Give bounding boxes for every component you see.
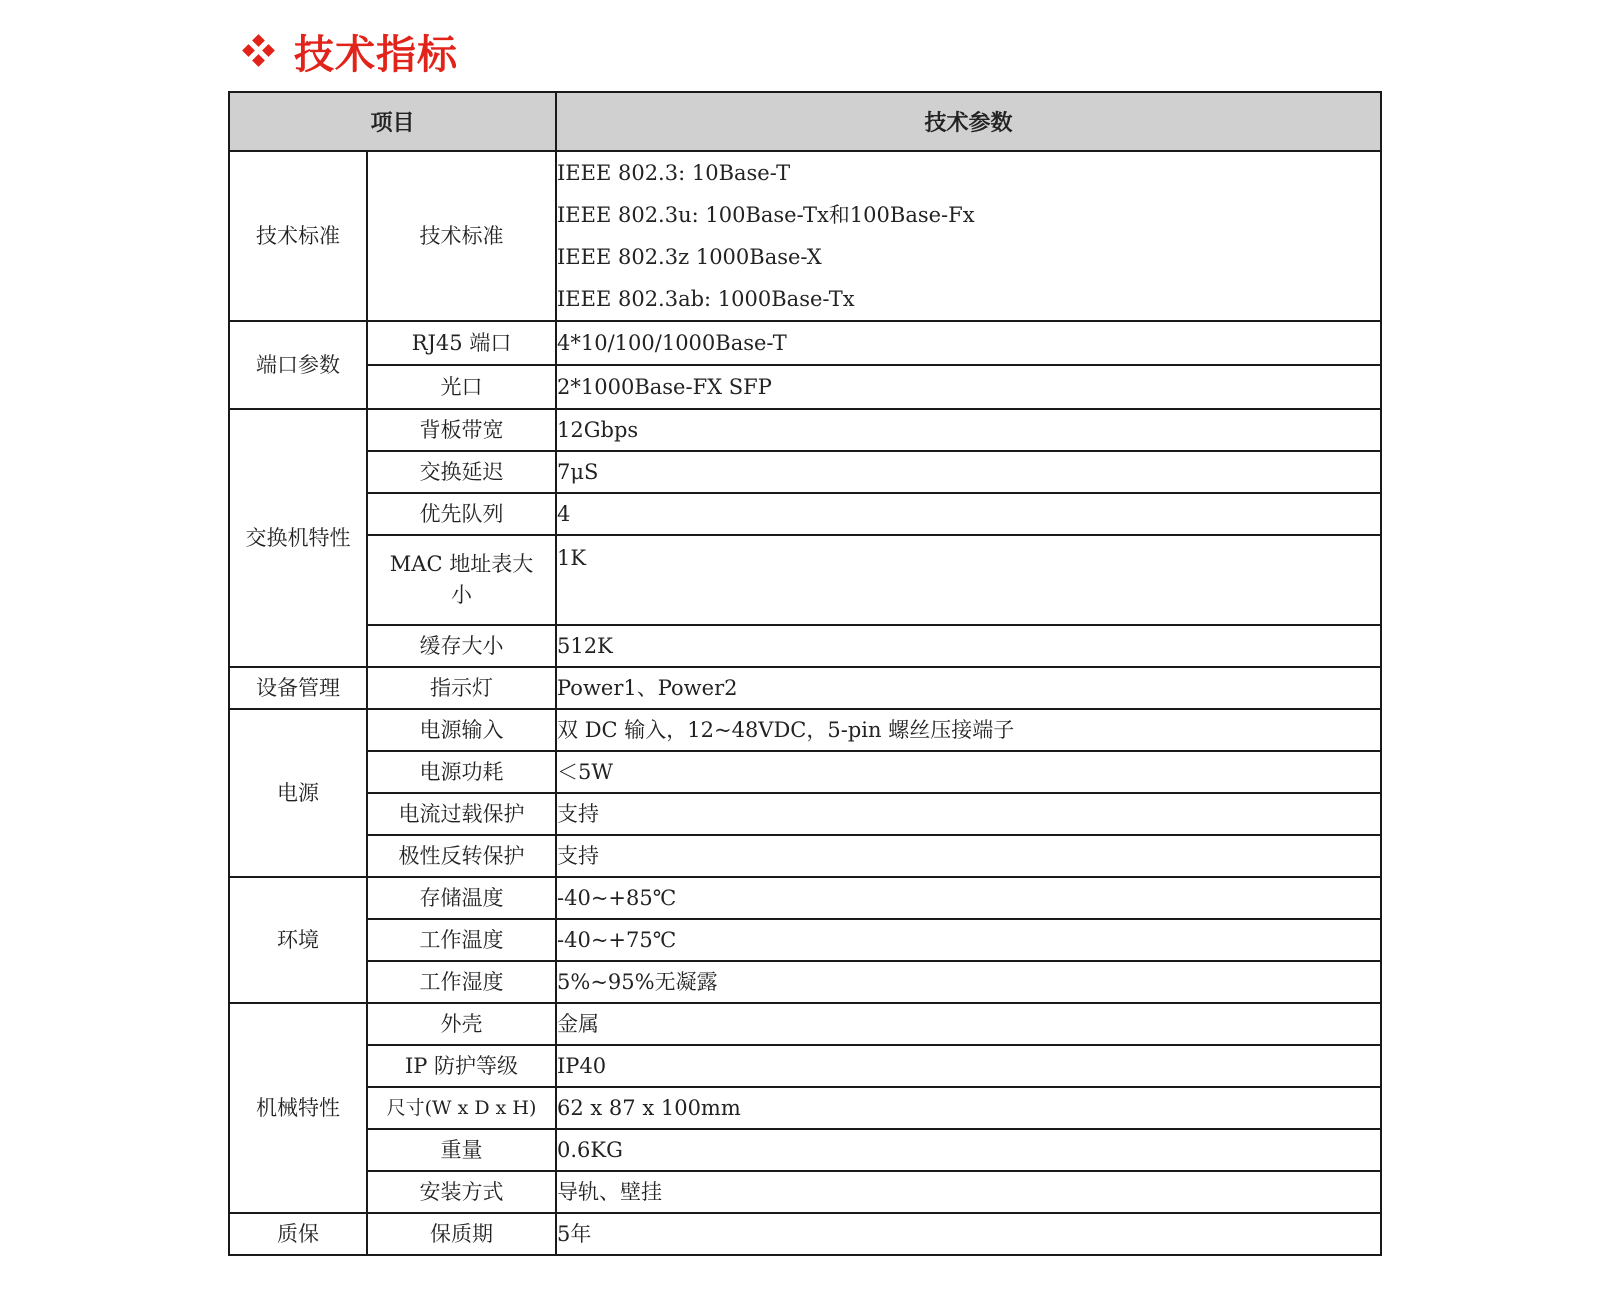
param-cell: -40~+75℃ bbox=[556, 919, 1381, 961]
standard-line: IEEE 802.3: 10Base-T bbox=[557, 161, 791, 185]
category-cell: 质保 bbox=[229, 1213, 367, 1255]
param-cell: 支持 bbox=[556, 793, 1381, 835]
param-cell bbox=[556, 151, 1381, 321]
item-cell: 光口 bbox=[367, 365, 556, 409]
param-cell: 1K bbox=[556, 535, 1381, 625]
item-cell: 电源功耗 bbox=[367, 751, 556, 793]
param-cell: 0.6KG bbox=[556, 1129, 1381, 1171]
section-heading bbox=[244, 26, 458, 76]
standard-line: IEEE 802.3z 1000Base-X bbox=[557, 245, 822, 269]
param-cell: IP40 bbox=[556, 1045, 1381, 1087]
standard-line: IEEE 802.3ab: 1000Base-Tx bbox=[557, 287, 855, 311]
table-row bbox=[229, 667, 1381, 709]
header-param: 技术参数 bbox=[556, 92, 1381, 151]
table-row bbox=[229, 409, 1381, 451]
table-row bbox=[229, 151, 1381, 321]
table-row bbox=[229, 321, 1381, 365]
item-cell: 优先队列 bbox=[367, 493, 556, 535]
param-cell: 5%~95%无凝露 bbox=[556, 961, 1381, 1003]
param-cell: 5年 bbox=[556, 1213, 1381, 1255]
table-row bbox=[229, 835, 1381, 877]
section-title: 技术指标 bbox=[294, 31, 458, 78]
table-row bbox=[229, 1171, 1381, 1213]
item-cell: RJ45 端口 bbox=[367, 321, 556, 365]
item-cell: 缓存大小 bbox=[367, 625, 556, 667]
item-cell: 电源输入 bbox=[367, 709, 556, 751]
item-cell: 外壳 bbox=[367, 1003, 556, 1045]
param-cell: 62 x 87 x 100mm bbox=[556, 1087, 1381, 1129]
table-row bbox=[229, 919, 1381, 961]
category-cell: 技术标准 bbox=[229, 151, 367, 321]
item-cell: 背板带宽 bbox=[367, 409, 556, 451]
item-cell: 重量 bbox=[367, 1129, 556, 1171]
table-row bbox=[229, 961, 1381, 1003]
category-cell: 机械特性 bbox=[229, 1003, 367, 1213]
diamond-bullet-icon bbox=[244, 36, 274, 66]
standard-line: IEEE 802.3u: 100Base-Tx和100Base-Fx bbox=[557, 203, 975, 227]
table-row bbox=[229, 877, 1381, 919]
header-item: 项目 bbox=[229, 92, 556, 151]
param-cell: 支持 bbox=[556, 835, 1381, 877]
table-row bbox=[229, 1003, 1381, 1045]
param-cell: 512K bbox=[556, 625, 1381, 667]
item-cell: MAC 地址表大小 bbox=[367, 535, 556, 625]
param-cell: 4*10/100/1000Base-T bbox=[556, 321, 1381, 365]
item-cell: 指示灯 bbox=[367, 667, 556, 709]
param-cell: 4 bbox=[556, 493, 1381, 535]
category-cell: 交换机特性 bbox=[229, 409, 367, 667]
item-cell: 工作湿度 bbox=[367, 961, 556, 1003]
table-row bbox=[229, 625, 1381, 667]
param-cell: 2*1000Base-FX SFP bbox=[556, 365, 1381, 409]
param-cell: 导轨、壁挂 bbox=[556, 1171, 1381, 1213]
table-row bbox=[229, 1087, 1381, 1129]
table-header-row bbox=[229, 92, 1381, 151]
table-row bbox=[229, 365, 1381, 409]
table-row bbox=[229, 535, 1381, 625]
table-row bbox=[229, 451, 1381, 493]
item-cell: 工作温度 bbox=[367, 919, 556, 961]
param-cell: 双 DC 输入，12~48VDC，5-pin 螺丝压接端子 bbox=[556, 709, 1381, 751]
category-cell: 设备管理 bbox=[229, 667, 367, 709]
item-cell: 保质期 bbox=[367, 1213, 556, 1255]
table-row bbox=[229, 751, 1381, 793]
item-cell: 交换延迟 bbox=[367, 451, 556, 493]
table-row bbox=[229, 493, 1381, 535]
item-cell: 技术标准 bbox=[367, 151, 556, 321]
item-cell: 电流过载保护 bbox=[367, 793, 556, 835]
item-cell: 极性反转保护 bbox=[367, 835, 556, 877]
param-cell: 12Gbps bbox=[556, 409, 1381, 451]
spec-table bbox=[228, 91, 1382, 1256]
item-cell: 尺寸(W x D x H) bbox=[367, 1087, 556, 1129]
item-cell: 存储温度 bbox=[367, 877, 556, 919]
table-row bbox=[229, 793, 1381, 835]
item-cell: 安装方式 bbox=[367, 1171, 556, 1213]
param-cell: ＜5W bbox=[556, 751, 1381, 793]
param-cell: 7μS bbox=[556, 451, 1381, 493]
table-row bbox=[229, 1129, 1381, 1171]
param-cell: 金属 bbox=[556, 1003, 1381, 1045]
table-row bbox=[229, 709, 1381, 751]
param-cell: Power1、Power2 bbox=[556, 667, 1381, 709]
category-cell: 端口参数 bbox=[229, 321, 367, 409]
param-cell: -40~+85℃ bbox=[556, 877, 1381, 919]
category-cell: 环境 bbox=[229, 877, 367, 1003]
category-cell: 电源 bbox=[229, 709, 367, 877]
table-row bbox=[229, 1045, 1381, 1087]
item-cell: IP 防护等级 bbox=[367, 1045, 556, 1087]
table-row bbox=[229, 1213, 1381, 1255]
